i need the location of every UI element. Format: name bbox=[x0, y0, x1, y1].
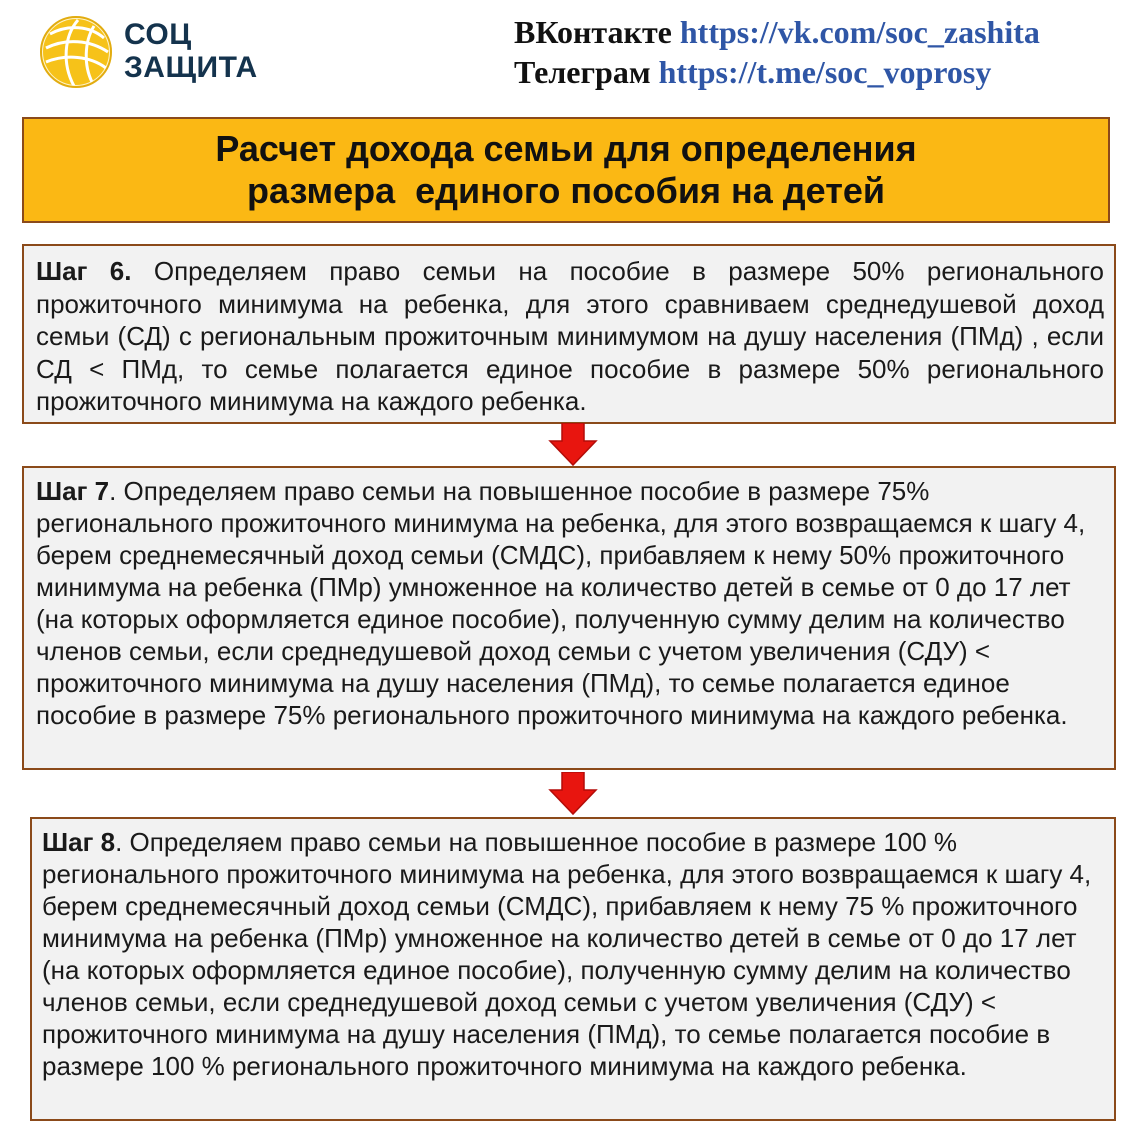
brand-name bbox=[124, 18, 258, 84]
header bbox=[0, 0, 1134, 112]
vk-url[interactable]: https://vk.com/soc_zashita bbox=[679, 14, 1040, 50]
tg-label: Телеграм bbox=[514, 54, 651, 90]
step-8-body: . Определяем право семьи на повышенное пособие в размере 100 % регионального прожиточного минимума на ребенка, для этого возвращаемся к шагу 4, берем среднемесячный доход семьи (СМДС), прибавляем к нему 75 % прожиточного минимума на ребенка (ПМр) умноженное на количество детей в семье от 0 до 17 лет (на которых оформляется единое пособие), полученную сумму делим на количество членов семьи, если среднедушевой доход семьи с учетом увеличения (СДУ) ˂ прожиточного минимума на душу населения (ПМд), то семье полагается пособие в размере 100 % регионального прожиточного минимума на каждого ребенка. bbox=[42, 827, 1092, 1081]
step-7-box bbox=[22, 466, 1116, 770]
globe-logo-icon bbox=[38, 14, 114, 90]
brand-line-2: ЗАЩИТА bbox=[124, 51, 258, 84]
tg-link-row bbox=[514, 52, 1040, 92]
step-6-text bbox=[36, 255, 1104, 418]
down-arrow-icon bbox=[548, 423, 598, 467]
down-arrow-icon bbox=[548, 772, 598, 816]
step-8-text bbox=[42, 826, 1104, 1082]
step-7-body: . Определяем право семьи на повышенное пособие в размере 75% регионального прожиточного минимума на ребенка, для этого возвращаемся к шагу 4, берем среднемесячный доход семьи (СМДС), прибавляем к нему 50% прожиточного минимума на ребенка (ПМр) умноженное на количество детей в семье от 0 до 17 лет (на которых оформляется единое пособие), полученную сумму делим на количество членов семьи, если среднедушевой доход семьи с учетом увеличения (СДУ) ˂ прожиточного минимума на душу населения (ПМд), то семье полагается единое пособие в размере 75% регионального прожиточного минимума на каждого ребенка. bbox=[36, 476, 1086, 730]
page-title bbox=[22, 117, 1110, 223]
brand-line-1: СОЦ bbox=[124, 18, 192, 51]
step-6-lead: Шаг 6. bbox=[36, 256, 132, 286]
title-line-2: размера единого пособия на детей bbox=[247, 170, 885, 211]
social-links bbox=[514, 12, 1040, 92]
step-7-lead: Шаг 7 bbox=[36, 476, 110, 506]
vk-link-row bbox=[514, 12, 1040, 52]
step-7-text bbox=[36, 475, 1104, 731]
vk-label: ВКонтакте bbox=[514, 14, 672, 50]
step-6-box bbox=[22, 244, 1116, 424]
tg-url[interactable]: https://t.me/soc_voprosy bbox=[658, 54, 992, 90]
step-8-lead: Шаг 8 bbox=[42, 827, 116, 857]
step-6-body: Определяем право семьи на пособие в размере 50% регионального прожиточного минимума на ребенка, для этого сравниваем среднедушевой доход семьи (СД) с региональным прожиточным минимумом на душу населения (ПМд) , если СД ˂ ПМд, то семье полагается единое пособие в размере 50% регионального прожиточного минимума на каждого ребенка. bbox=[36, 256, 1104, 416]
step-8-box bbox=[30, 817, 1116, 1121]
title-line-1: Расчет дохода семьи для определения bbox=[215, 128, 917, 169]
